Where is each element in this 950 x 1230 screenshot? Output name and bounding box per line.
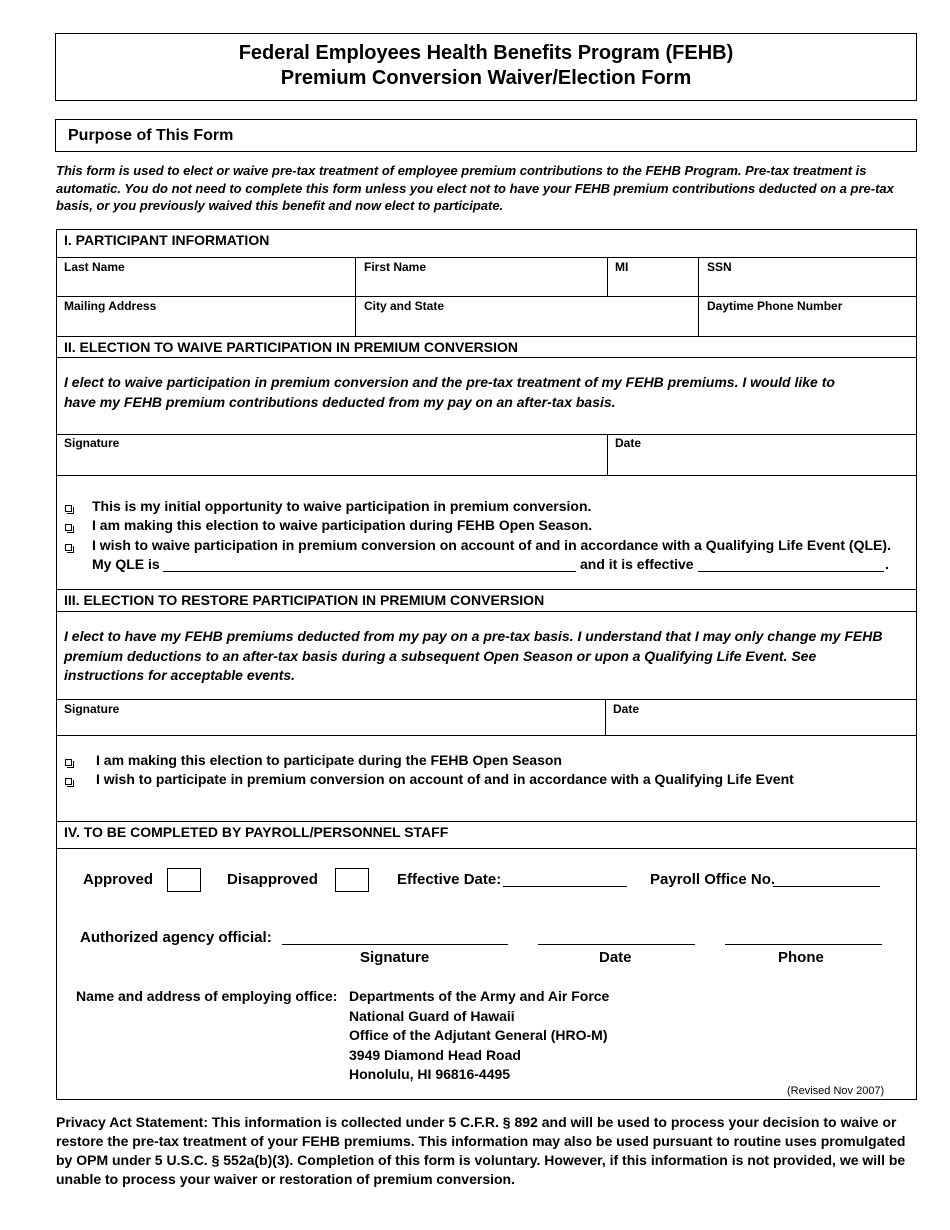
disapproved-checkbox[interactable] [335, 868, 369, 892]
restore-open-season-label: I am making this election to participate during the FEHB Open Season [96, 752, 562, 768]
divider [56, 434, 917, 435]
form-title-line2: Premium Conversion Waiver/Election Form [280, 67, 692, 89]
section3-date-field[interactable]: Date [613, 702, 640, 716]
divider [56, 821, 917, 822]
payroll-office-label: Payroll Office No. [650, 871, 776, 888]
effective-date-label: Effective Date: [397, 871, 502, 888]
purpose-box [55, 119, 917, 152]
official-signature-input[interactable] [282, 944, 508, 945]
revision-date: (Revised Nov 2007) [787, 1085, 885, 1097]
authorized-official-label: Authorized agency official: [80, 929, 272, 946]
purpose-text: This form is used to elect or waive pre-tax treatment of employee premium contributions to the FEHB Program. Pre-tax treatment is automatic. You do not need to complete this form unless you elect not to have your FEHB premium contributions deducted on a pre-tax basis, or you previously waived this benefit and now elect to participate. [56, 163, 894, 213]
privacy-act-statement: Privacy Act Statement: This information is collected under 5 C.F.R. § 892 and will be used to process your decision to waive or restore the pre-tax treatment of your FEHB premiums. This information may also be used pursuant to routine uses promulgated by OPM under 5 U.S.C. § 552a(b)(3). Completion of this form is voluntary. However, if this information is not provided, we will be unable to process your waiver or restoration of premium conversion. [56, 1114, 906, 1187]
form-title [56, 34, 916, 91]
section2-signature-field[interactable]: Signature [64, 436, 120, 450]
qle-end: . [885, 556, 889, 572]
qle-middle: and it is effective [580, 556, 694, 572]
phone-field[interactable]: Daytime Phone Number [707, 299, 843, 313]
restore-open-season-checkbox[interactable] [65, 759, 72, 766]
official-date-input[interactable] [538, 944, 695, 945]
title-box [55, 33, 917, 101]
signature-caption: Signature [360, 949, 430, 966]
mi-field[interactable]: MI [615, 260, 629, 274]
divider [56, 848, 917, 849]
waive-qle-label: I wish to waive participation in premium conversion on account of and in accordance with a Qualifying Life Event (QLE). [92, 537, 891, 553]
section1-heading: I. PARTICIPANT INFORMATION [64, 232, 270, 248]
address-line: 3949 Diamond Head Road [349, 1046, 521, 1063]
address-line: National Guard of Hawaii [349, 1007, 515, 1024]
employing-office-label: Name and address of employing office: [76, 988, 338, 1004]
divider [56, 611, 917, 612]
form-title-line1: Federal Employees Health Benefits Program (FEHB) [238, 42, 734, 64]
payroll-office-input[interactable] [773, 886, 880, 887]
divider [56, 475, 917, 476]
divider [56, 357, 917, 358]
approved-label: Approved [83, 871, 154, 888]
qle-input[interactable] [163, 571, 576, 572]
section4-heading: IV. TO BE COMPLETED BY PAYROLL/PERSONNEL STAFF [64, 824, 449, 840]
divider [56, 257, 917, 258]
waive-initial-label: This is my initial opportunity to waive participation in premium conversion. [92, 498, 592, 514]
qle-prefix: My QLE is [92, 556, 160, 572]
divider [56, 699, 917, 700]
section3-signature-field[interactable]: Signature [64, 702, 120, 716]
purpose-heading: Purpose of This Form [68, 127, 234, 144]
divider [56, 735, 917, 736]
official-phone-input[interactable] [725, 944, 882, 945]
address-line: Honolulu, HI 96816-4495 [349, 1066, 511, 1082]
divider [355, 257, 356, 336]
address-line: Departments of the Army and Air Force [349, 988, 610, 1004]
mailing-address-field[interactable]: Mailing Address [64, 299, 157, 313]
last-name-field[interactable]: Last Name [64, 260, 125, 274]
disapproved-label: Disapproved [227, 871, 318, 888]
waive-qle-checkbox[interactable] [65, 544, 72, 551]
divider [698, 257, 699, 336]
ssn-field[interactable]: SSN [707, 260, 732, 274]
waive-initial-checkbox[interactable] [65, 505, 72, 512]
approved-checkbox[interactable] [167, 868, 201, 892]
phone-caption: Phone [778, 949, 824, 966]
section3-statement: I elect to have my FEHB premiums deducted from my pay on a pre-tax basis. I understand that I may only change my FEHB premium deductions to an after-tax basis during a subsequent Open Season or upon a Qualifying Life Event. See instructions for acceptable events. [64, 628, 883, 683]
divider [56, 296, 917, 297]
divider [56, 589, 917, 590]
section2-heading: II. ELECTION TO WAIVE PARTICIPATION IN PREMIUM CONVERSION [64, 339, 518, 355]
divider [56, 336, 917, 337]
waive-open-season-checkbox[interactable] [65, 524, 72, 531]
waive-open-season-label: I am making this election to waive participation during FEHB Open Season. [92, 517, 593, 533]
restore-qle-label: I wish to participate in premium conversion on account of and in accordance with a Qualifying Life Event [96, 771, 794, 787]
divider [607, 434, 608, 475]
section2-date-field[interactable]: Date [615, 436, 642, 450]
divider [607, 257, 608, 296]
restore-qle-checkbox[interactable] [65, 778, 72, 785]
employing-office-address [349, 987, 609, 1085]
city-state-field[interactable]: City and State [364, 299, 445, 313]
divider [605, 699, 606, 735]
date-caption: Date [599, 949, 632, 966]
address-line: Office of the Adjutant General (HRO-M) [349, 1027, 608, 1043]
first-name-field[interactable]: First Name [364, 260, 427, 274]
effective-date-input[interactable] [503, 886, 627, 887]
section3-heading: III. ELECTION TO RESTORE PARTICIPATION IN PREMIUM CONVERSION [64, 592, 545, 608]
qle-effective-input[interactable] [698, 571, 884, 572]
section2-statement: I elect to waive participation in premium conversion and the pre-tax treatment of my FEHB premiums. I would like to have my FEHB premium contributions deducted from my pay on an after-tax basis. [64, 374, 835, 410]
